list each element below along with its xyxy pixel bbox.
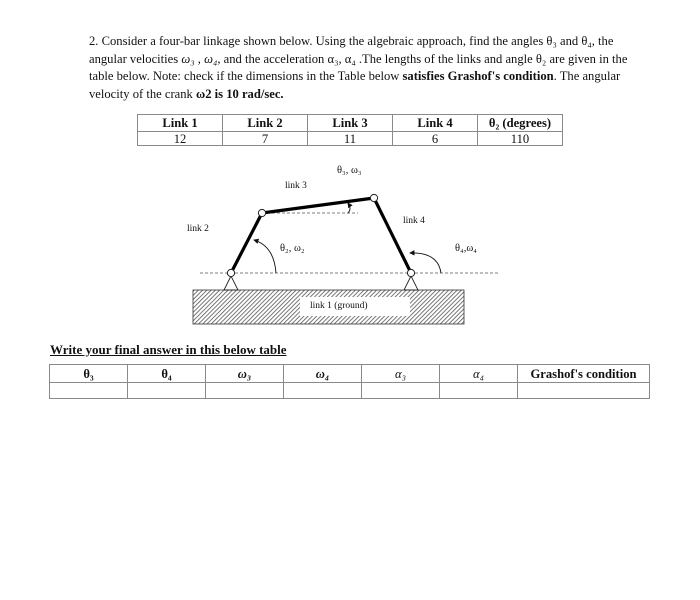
answer-table-title: Write your final answer in this below table bbox=[50, 342, 287, 357]
value-link4: 6 bbox=[393, 132, 478, 146]
crank-velocity-emphasis: ω2 is 10 rad/sec. bbox=[196, 86, 284, 101]
joint-d bbox=[407, 269, 414, 276]
problem-text-3: . The angular velocity of the crank bbox=[89, 69, 621, 101]
answer-cell-omega4[interactable] bbox=[284, 383, 362, 399]
right-support-icon bbox=[404, 276, 418, 290]
header-theta2: θ₂ (degrees) bbox=[478, 115, 563, 132]
problem-text-1: Consider a four-bar linkage shown below. Using the algebraic approach, find the angles θ₃ and θ₄, the angular velocities bbox=[89, 34, 614, 66]
answer-header-alpha3: α₃ bbox=[362, 365, 440, 383]
link2-bar bbox=[231, 213, 262, 273]
header-link2: Link 2 bbox=[223, 115, 308, 132]
link3-label: link 3 bbox=[285, 181, 307, 191]
joint-b bbox=[258, 209, 265, 216]
answer-cell-grashof[interactable] bbox=[518, 383, 650, 399]
joint-c bbox=[370, 194, 377, 201]
grashof-emphasis: satisfies Grashof's condition bbox=[402, 69, 554, 83]
link2-label: link 2 bbox=[187, 224, 209, 234]
link4-label: link 4 bbox=[403, 216, 425, 226]
left-support-icon bbox=[224, 276, 238, 290]
answer-header-omega3: ω₃ bbox=[206, 365, 284, 383]
theta3-arc bbox=[348, 203, 350, 213]
link1-ground-label: link 1 (ground) bbox=[310, 301, 368, 311]
answer-header-omega4: ω₄ bbox=[284, 365, 362, 383]
answer-cell-alpha4[interactable] bbox=[440, 383, 518, 399]
value-link3: 11 bbox=[308, 132, 393, 146]
answer-header-row bbox=[50, 365, 650, 383]
value-link2: 7 bbox=[223, 132, 308, 146]
answer-cell-theta3[interactable] bbox=[50, 383, 128, 399]
omega3-symbol: ω₃ bbox=[181, 51, 195, 66]
answer-header-grashof: Grashof's condition bbox=[518, 365, 650, 383]
answer-header-theta4: θ₄ bbox=[128, 365, 206, 383]
header-link4: Link 4 bbox=[393, 115, 478, 132]
answer-cell-alpha3[interactable] bbox=[362, 383, 440, 399]
problem-number: 2. bbox=[89, 34, 99, 48]
header-link3: Link 3 bbox=[308, 115, 393, 132]
answer-cell-omega3[interactable] bbox=[206, 383, 284, 399]
theta4-omega4-label: θ₄,ω₄ bbox=[455, 243, 477, 254]
theta4-arc bbox=[410, 253, 441, 273]
value-theta2: 110 bbox=[478, 132, 563, 146]
answer-value-row bbox=[50, 383, 650, 399]
answer-table bbox=[49, 364, 650, 399]
joint-a bbox=[227, 269, 234, 276]
omega4-symbol: ω₄ bbox=[204, 51, 218, 66]
theta2-arc bbox=[254, 240, 276, 273]
theta3-omega3-label: θ₃, ω₃ bbox=[337, 165, 362, 176]
link4-bar bbox=[374, 198, 411, 273]
separator: , bbox=[194, 51, 205, 66]
link3-bar bbox=[262, 198, 374, 213]
problem-text-2: , and the acceleration α₃, α₄ .The lengths of the links and angle θ₂ are given in the table below. Note: check if the dimensions in the Table below bbox=[89, 51, 628, 83]
theta2-omega2-label: θ₂, ω₂ bbox=[280, 243, 305, 254]
answer-header-alpha4: α₄ bbox=[440, 365, 518, 383]
value-link1: 12 bbox=[138, 132, 223, 146]
header-link1: Link 1 bbox=[138, 115, 223, 132]
answer-header-theta3: θ₃ bbox=[50, 365, 128, 383]
answer-cell-theta4[interactable] bbox=[128, 383, 206, 399]
